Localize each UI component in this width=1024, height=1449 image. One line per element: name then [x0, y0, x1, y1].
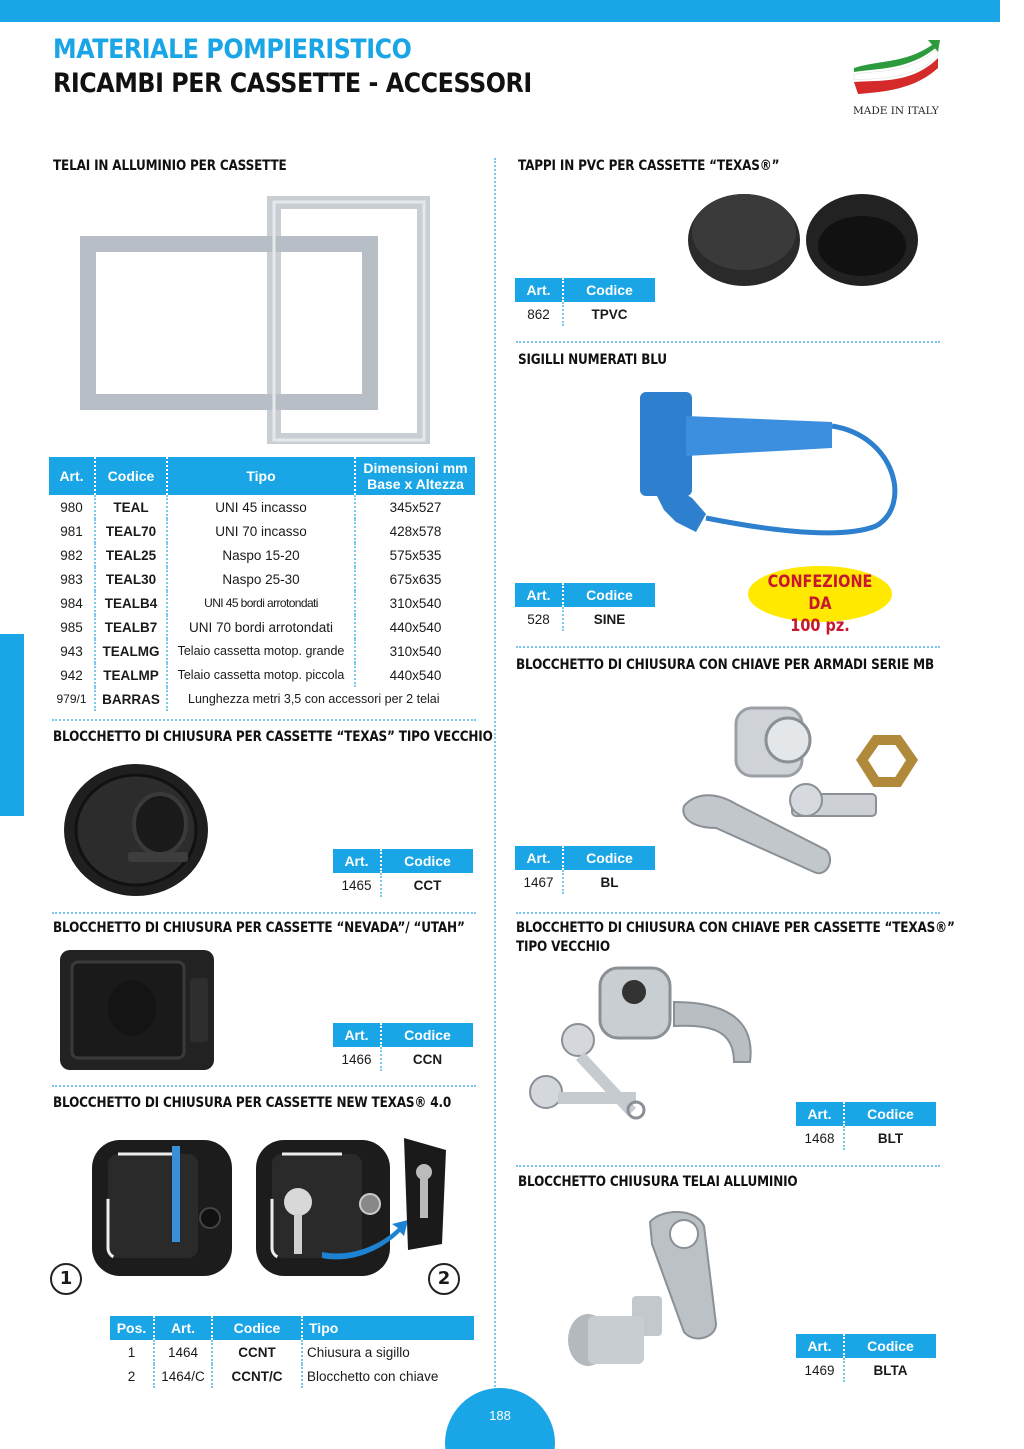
pvc-caps-image — [684, 188, 924, 292]
col-dimensioni — [355, 457, 475, 495]
telai-lock-table — [796, 1334, 936, 1382]
col-codice: Codice — [844, 1102, 936, 1126]
section-title-nevada: BLOCCHETTO DI CHIUSURA PER CASSETTE “NEVADA”/ “UTAH” — [53, 920, 465, 936]
divider — [516, 341, 940, 343]
cell-codice: SINE — [563, 607, 655, 631]
col-codice: Codice — [563, 846, 655, 870]
cell-pos: 2 — [127, 1368, 136, 1384]
cell-art: 943 — [60, 643, 83, 659]
frame-lock-image — [566, 1204, 740, 1388]
divider — [52, 1085, 476, 1087]
col-art: Art. — [796, 1102, 844, 1126]
top-accent-bar — [0, 0, 1000, 22]
col-dimensioni-line1: Dimensioni mm — [363, 460, 468, 476]
col-codice: Codice — [212, 1316, 302, 1340]
col-art: Art. — [333, 849, 381, 873]
section-title-texas-chiave-line1: BLOCCHETTO DI CHIUSURA CON CHIAVE PER CASSETTE “TEXAS®” — [516, 920, 955, 936]
col-codice: Codice — [381, 849, 473, 873]
table-row — [49, 687, 475, 711]
col-codice: Codice — [381, 1023, 473, 1047]
texas-key-lock-image — [524, 962, 764, 1154]
sigilli-table — [515, 583, 655, 631]
table-row — [49, 495, 475, 519]
table-row — [796, 1126, 936, 1150]
made-in-italy-label: MADE IN ITALY — [853, 105, 939, 117]
page-number-tab — [445, 1388, 555, 1449]
cell-tipo: Telaio cassetta motop. piccola — [167, 663, 355, 687]
cell-tipo: Naspo 15-20 — [167, 543, 355, 567]
cell-codice: TEAL30 — [95, 567, 167, 591]
col-art: Art. — [796, 1334, 844, 1358]
cell-art: 942 — [60, 667, 83, 683]
cell-art: 1464/C — [154, 1364, 212, 1388]
table-row — [49, 639, 475, 663]
col-art: Art. — [515, 278, 563, 302]
section-title-telai: TELAI IN ALLUMINIO PER CASSETTE — [53, 158, 287, 174]
cell-codice: TEALMP — [95, 663, 167, 687]
table-row — [49, 567, 475, 591]
cell-codice: BARRAS — [95, 687, 167, 711]
cell-art: 983 — [60, 571, 83, 587]
table-row — [333, 1047, 473, 1071]
badge-line2: 100 pz. — [790, 616, 850, 636]
cell-codice: TEALB4 — [95, 591, 167, 615]
cell-codice: CCT — [381, 873, 473, 897]
cell-art: 980 — [60, 499, 83, 515]
cell-art: 862 — [527, 306, 550, 322]
cell-codice: TEAL — [95, 495, 167, 519]
section-title-tappi: TAPPI IN PVC PER CASSETTE “TEXAS®” — [518, 158, 780, 174]
texas-vecchio-table — [333, 849, 473, 897]
cell-codice: BL — [563, 870, 655, 894]
col-codice: Codice — [563, 278, 655, 302]
section-title-texas-vecchio: BLOCCHETTO DI CHIUSURA PER CASSETTE “TEXAS” TIPO VECCHIO — [53, 729, 493, 745]
cell-art: 1467 — [523, 874, 554, 890]
cell-tipo: UNI 45 bordi arrotondati — [167, 591, 355, 615]
cell-codice: TEALMG — [95, 639, 167, 663]
cell-art: 1469 — [804, 1362, 835, 1378]
mb-table — [515, 846, 655, 894]
table-row — [515, 607, 655, 631]
cell-codice: BLT — [844, 1126, 936, 1150]
new-texas-seal-image — [88, 1132, 236, 1282]
table-row — [49, 543, 475, 567]
cell-art: 528 — [527, 611, 550, 627]
divider — [516, 646, 940, 648]
cell-dim: 440x540 — [355, 615, 475, 639]
cell-art: 979/1 — [56, 692, 87, 706]
nevada-table — [333, 1023, 473, 1071]
cell-dim: 345x527 — [355, 495, 475, 519]
table-row — [110, 1364, 474, 1388]
cell-art: 1466 — [341, 1051, 372, 1067]
cell-art: 1464 — [154, 1340, 212, 1364]
table-row — [49, 615, 475, 639]
col-art: Art. — [49, 457, 95, 495]
mb-lock-image — [676, 700, 920, 884]
section-title-sigilli: SIGILLI NUMERATI BLU — [518, 352, 667, 368]
cell-dim: 310x540 — [355, 591, 475, 615]
cell-art: 981 — [60, 523, 83, 539]
cell-art: 984 — [60, 595, 83, 611]
divider — [52, 719, 476, 721]
new-texas-table — [110, 1316, 474, 1388]
cell-art: 985 — [60, 619, 83, 635]
col-art: Art. — [515, 583, 563, 607]
cell-codice: TEALB7 — [95, 615, 167, 639]
table-row — [796, 1358, 936, 1382]
divider — [516, 1165, 940, 1167]
cell-codice: CCNT — [212, 1340, 302, 1364]
cell-codice: TEAL25 — [95, 543, 167, 567]
cell-tipo: UNI 70 incasso — [167, 519, 355, 543]
section-title-telai-lock: BLOCCHETTO CHIUSURA TELAI ALLUMINIO — [518, 1174, 798, 1190]
section-title-mb: BLOCCHETTO DI CHIUSURA CON CHIAVE PER ARMADI SERIE MB — [516, 657, 934, 673]
position-marker-1: 1 — [50, 1263, 82, 1295]
section-title-new-texas: BLOCCHETTO DI CHIUSURA PER CASSETTE NEW TEXAS® 4.0 — [53, 1095, 452, 1111]
cell-tipo: Blocchetto con chiave — [302, 1364, 474, 1388]
aluminum-frames-image — [78, 196, 430, 444]
new-texas-key-image — [252, 1132, 452, 1282]
col-dimensioni-line2: Base x Altezza — [367, 476, 464, 492]
cell-dim: 575x535 — [355, 543, 475, 567]
cell-dim: 428x578 — [355, 519, 475, 543]
col-codice: Codice — [844, 1334, 936, 1358]
col-art: Art. — [333, 1023, 381, 1047]
table-row — [110, 1340, 474, 1364]
cell-dim: 310x540 — [355, 639, 475, 663]
cell-tipo: UNI 45 incasso — [167, 495, 355, 519]
cell-codice: CCNT/C — [212, 1364, 302, 1388]
col-codice: Codice — [563, 583, 655, 607]
table-row — [49, 519, 475, 543]
col-codice: Codice — [95, 457, 167, 495]
page-title: MATERIALE POMPIERISTICO — [53, 34, 412, 65]
cell-tipo: UNI 70 bordi arrotondati — [167, 615, 355, 639]
cell-codice: CCN — [381, 1047, 473, 1071]
table-row — [49, 591, 475, 615]
cell-tipo: Lunghezza metri 3,5 con accessori per 2 telai — [167, 687, 475, 711]
texas-chiave-table — [796, 1102, 936, 1150]
divider — [52, 912, 476, 914]
blue-seal-image — [636, 386, 906, 546]
cell-codice: TEAL70 — [95, 519, 167, 543]
side-tab — [0, 634, 24, 816]
cell-art: 982 — [60, 547, 83, 563]
cell-tipo: Chiusura a sigillo — [302, 1340, 474, 1364]
section-title-texas-chiave-line2: TIPO VECCHIO — [516, 939, 610, 955]
table-row — [49, 663, 475, 687]
col-art: Art. — [515, 846, 563, 870]
table-row — [515, 870, 655, 894]
page-subtitle: RICAMBI PER CASSETTE - ACCESSORI — [53, 68, 532, 99]
cell-codice: BLTA — [844, 1358, 936, 1382]
tappi-table — [515, 278, 655, 326]
col-pos: Pos. — [110, 1316, 154, 1340]
divider — [516, 912, 940, 914]
cell-dim: 440x540 — [355, 663, 475, 687]
page-number: 188 — [489, 1408, 511, 1423]
col-tipo: Tipo — [302, 1316, 474, 1340]
package-badge — [748, 566, 892, 636]
col-art: Art. — [154, 1316, 212, 1340]
position-marker-2: 2 — [428, 1263, 460, 1295]
texas-lock-image — [60, 760, 212, 900]
table-row — [333, 873, 473, 897]
col-tipo: Tipo — [167, 457, 355, 495]
cell-codice: TPVC — [563, 302, 655, 326]
cell-art: 1468 — [804, 1130, 835, 1146]
italy-flag-logo-icon — [848, 38, 942, 100]
cell-pos: 1 — [127, 1344, 136, 1360]
badge-line1: CONFEZIONE DA — [767, 572, 873, 614]
column-divider — [494, 158, 496, 1390]
cell-art: 1465 — [341, 877, 372, 893]
telai-table — [49, 457, 475, 711]
cell-tipo: Telaio cassetta motop. grande — [167, 639, 355, 663]
table-row — [515, 302, 655, 326]
cell-dim: 675x635 — [355, 567, 475, 591]
nevada-lock-image — [58, 948, 216, 1072]
cell-tipo: Naspo 25-30 — [167, 567, 355, 591]
